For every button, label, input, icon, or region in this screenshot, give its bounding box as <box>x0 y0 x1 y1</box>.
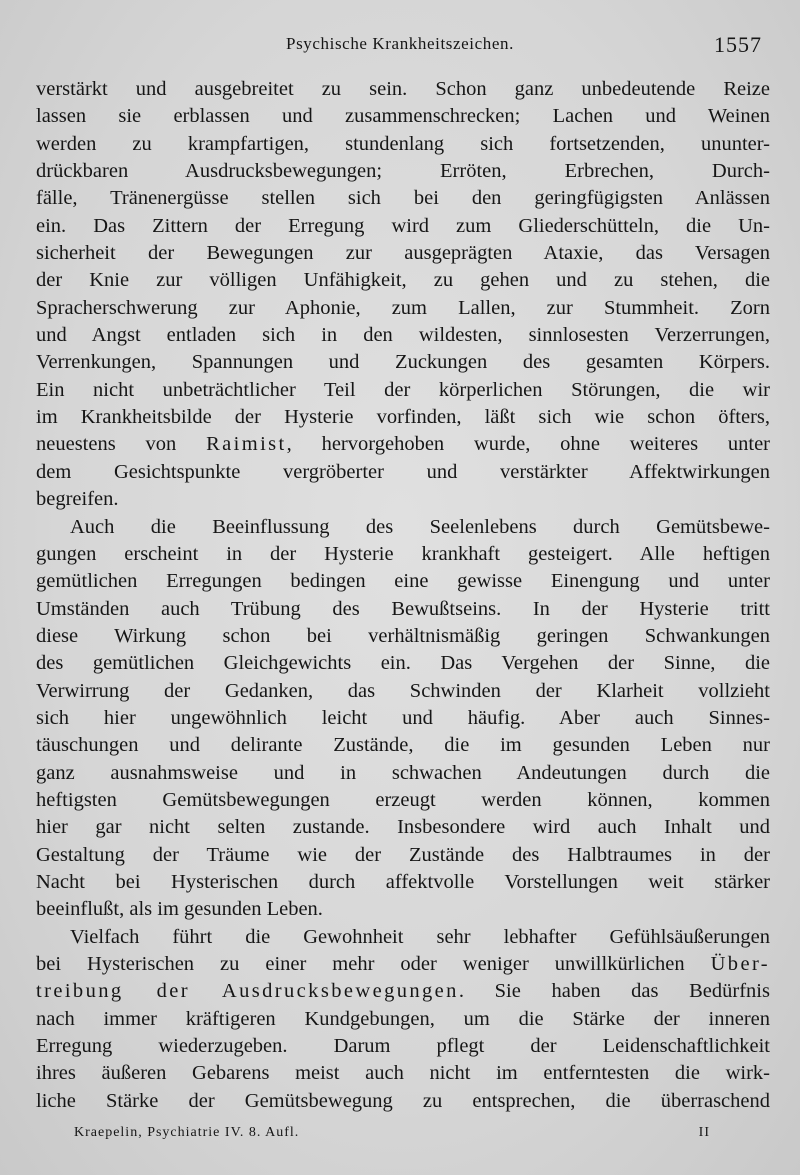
text-line: beeinflußt, als im gesunden Leben. <box>36 898 323 921</box>
text-line: drückbaren Ausdrucksbewegungen; Erröten, Erbrechen, Durch- <box>36 160 770 183</box>
text-line: täuschungen und delirante Zustände, die im gesunden Leben nur <box>36 734 770 757</box>
text-line: ein. Das Zittern der Erregung wird zum Gliederschütteln, die Un- <box>36 214 770 237</box>
text-line: nach immer kräftigeren Kundgebungen, um die Stärke der inneren <box>36 1007 770 1030</box>
text-line: im Krankheitsbilde der Hysterie vorfinden, läßt sich wie schon öfters, <box>36 406 770 429</box>
text-line: Nacht bei Hysterischen durch affektvolle Vorstellungen weit stärker <box>36 870 770 893</box>
body-text <box>36 76 770 1115</box>
page-number: 1557 <box>714 32 762 57</box>
spaced-emphasis: Über- <box>710 953 770 975</box>
text-segment: , hervorgehoben wurde, ohne weiteres unter <box>286 433 770 456</box>
text-line: fälle, Tränenergüsse stellen sich bei den geringfügigsten Anlässen <box>36 187 770 210</box>
text-line: Verrenkungen, Spannungen und Zuckungen des gesamten Körpers. <box>36 351 770 374</box>
page-header <box>0 32 800 62</box>
text-line: hier gar nicht selten zustande. Insbesondere wird auch Inhalt und <box>36 816 770 839</box>
text-line: ihres äußeren Gebarens meist auch nicht im entferntesten die wirk- <box>36 1062 770 1085</box>
text-segment: neuestens von <box>36 433 207 456</box>
page-footer <box>0 1125 800 1149</box>
text-line: begreifen. <box>36 488 119 511</box>
text-line: Vielfach führt die Gewohnheit sehr lebhafter Gefühlsäußerungen <box>70 925 770 948</box>
sheet-number: II <box>698 1125 710 1140</box>
spaced-emphasis: Raimist <box>206 433 287 456</box>
text-segment: . Sie haben das Bedürfnis <box>458 980 770 1003</box>
text-line: Erregung wiederzugeben. Darum pflegt der Leidenschaftlichkeit <box>36 1035 770 1058</box>
text-line: Spracherschwerung zur Aphonie, zum Lallen, zur Stummheit. Zorn <box>36 296 770 319</box>
running-head: Psychische Krankheitszeichen. <box>286 34 514 53</box>
text-line: Ein nicht unbeträchtlicher Teil der körperlichen Störungen, die wir <box>36 378 770 401</box>
text-segment: bei Hysterischen zu einer mehr oder weniger unwillkürlichen <box>36 953 711 975</box>
text-line: gemütlichen Erregungen bedingen eine gewisse Einengung und unter <box>36 570 770 593</box>
text-line: sich hier ungewöhnlich leicht und häufig. Aber auch Sinnes- <box>36 706 770 729</box>
text-line <box>36 951 770 978</box>
text-line: Auch die Beeinflussung des Seelenlebens durch Gemütsbewe- <box>70 515 770 538</box>
text-line: Verwirrung der Gedanken, das Schwinden der Klarheit vollzieht <box>36 679 770 702</box>
text-line: verstärkt und ausgebreitet zu sein. Schon ganz unbedeutende Reize <box>36 78 770 100</box>
text-line <box>36 978 770 1005</box>
text-line: Gestaltung der Träume wie der Zustände des Halbtraumes in der <box>36 843 770 866</box>
text-line: ganz ausnahmsweise und in schwachen Andeutungen durch die <box>36 761 770 784</box>
text-line: heftigsten Gemütsbewegungen erzeugt werden können, kommen <box>36 788 770 811</box>
signature-mark: Kraepelin, Psychiatrie IV. 8. Aufl. <box>74 1125 300 1140</box>
text-line: sicherheit der Bewegungen zur ausgeprägten Ataxie, das Versagen <box>36 242 770 265</box>
text-line: liche Stärke der Gemütsbewegung zu entsprechen, die überraschend <box>36 1089 770 1112</box>
text-line: diese Wirkung schon bei verhältnismäßig geringen Schwankungen <box>36 624 770 647</box>
text-line: des gemütlichen Gleichgewichts ein. Das Vergehen der Sinne, die <box>36 652 770 675</box>
text-line: dem Gesichtspunkte vergröberter und verstärkter Affektwirkungen <box>36 460 770 483</box>
text-line: werden zu krampfartigen, stundenlang sich fortsetzenden, ununter- <box>36 132 770 155</box>
text-line: Umständen auch Trübung des Bewußtseins. In der Hysterie tritt <box>36 597 770 620</box>
text-line <box>36 431 770 458</box>
text-line: gungen erscheint in der Hysterie krankhaft gesteigert. Alle heftigen <box>36 542 770 565</box>
text-line: der Knie zur völligen Unfähigkeit, zu gehen und zu stehen, die <box>36 269 770 292</box>
text-line: lassen sie erblassen und zusammenschrecken; Lachen und Weinen <box>36 105 770 128</box>
text-line: und Angst entladen sich in den wildesten, sinnlosesten Verzerrungen, <box>36 324 770 347</box>
spaced-emphasis: treibung der Ausdrucksbewegungen <box>36 980 459 1003</box>
